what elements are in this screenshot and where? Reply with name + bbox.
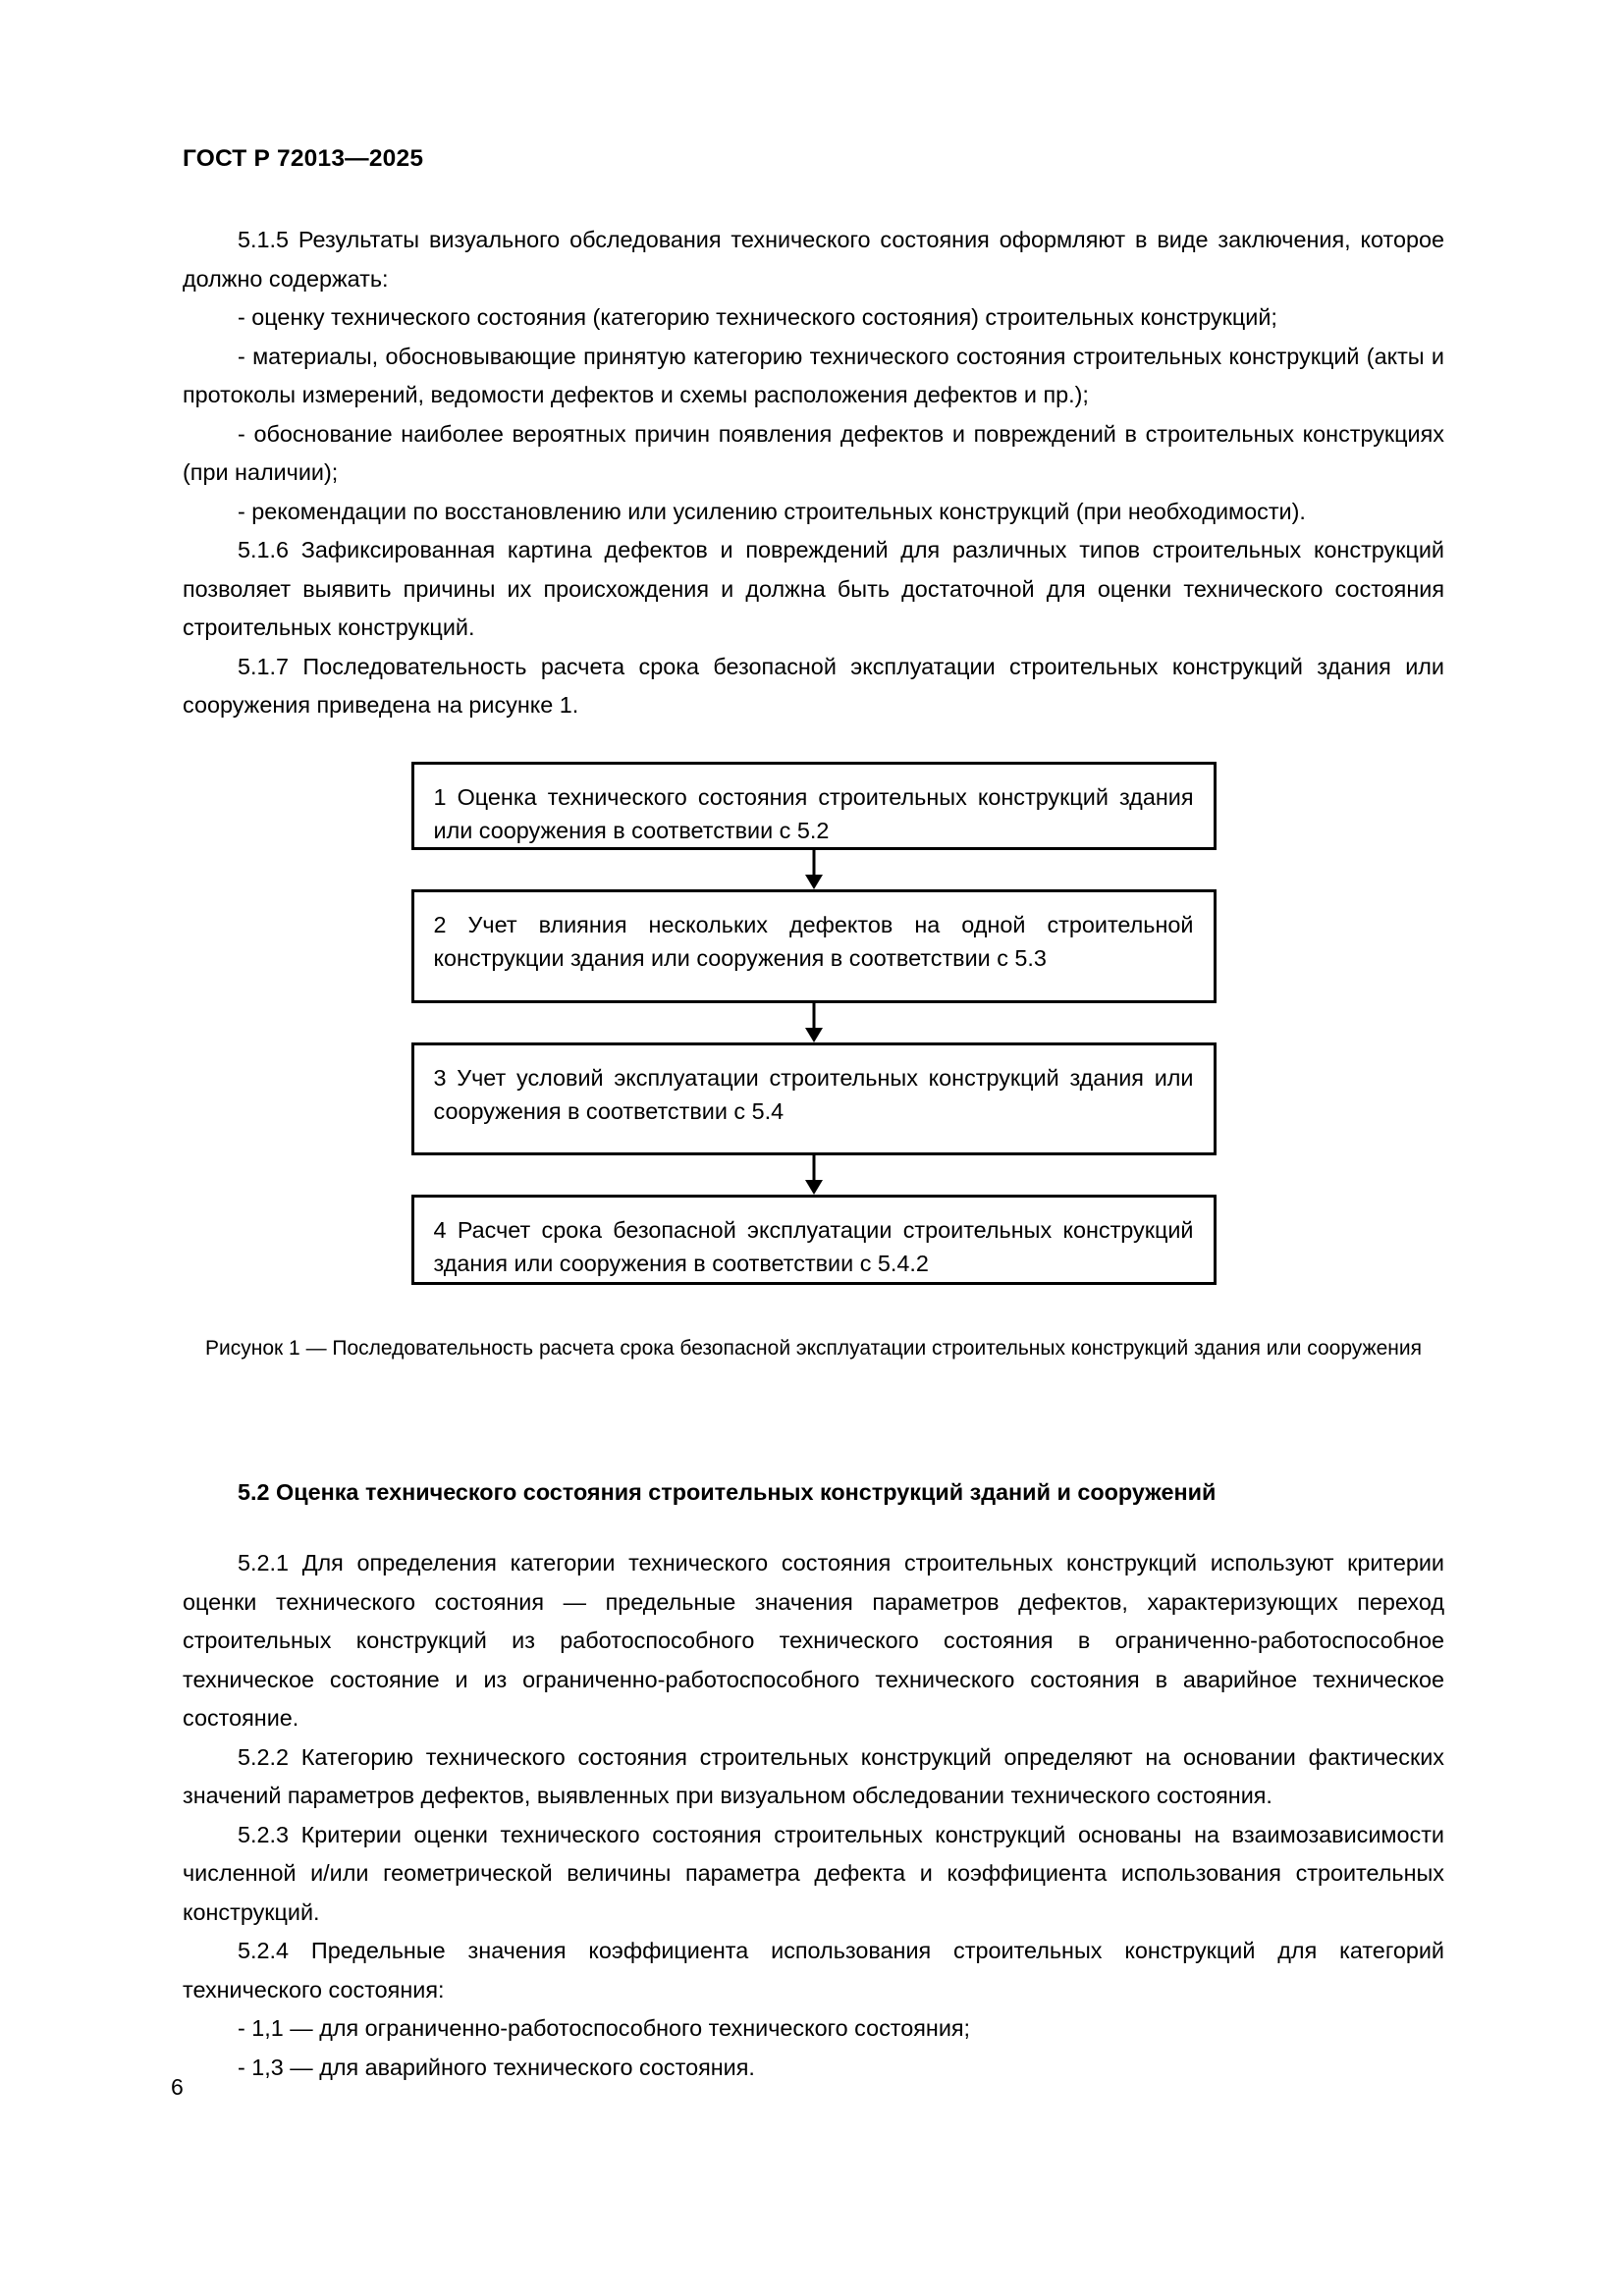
flow-arrow-3-4	[411, 1155, 1217, 1195]
paragraph-5-2-3: 5.2.3 Критерии оценки технического состояния строительных конструкций основаны на взаимозависимости численной и/или геометрической величины параметра дефекта и коэффициента использования строительных конструкций.	[183, 1821, 1444, 1925]
arrow-head-icon	[805, 875, 823, 889]
paragraph-5-1-7: 5.1.7 Последовательность расчета срока безопасной эксплуатации строительных конструкций здания или сооружения приведена на рисунке 1.	[183, 653, 1444, 718]
paragraph-5-2-4: 5.2.4 Предельные значения коэффициента использования строительных конструкций для категорий технического состояния:	[183, 1938, 1444, 2002]
body-text-lower	[183, 1544, 1444, 2087]
paragraph-5-1-5: 5.1.5 Результаты визуального обследования технического состояния оформляют в виде заключения, которое должно содержать:	[183, 227, 1444, 292]
arrow-head-icon	[805, 1180, 823, 1195]
bullet-5-1-5-2: - материалы, обосновывающие принятую категорию технического состояния строительных конструкций (акты и протоколы измерений, ведомости дефектов и схемы расположения дефектов и пр.);	[183, 343, 1444, 407]
bullet-5-1-5-3: - обоснование наиболее вероятных причин появления дефектов и повреждений в строительных конструкциях (при наличии);	[183, 420, 1444, 485]
flowchart-box-4	[411, 1195, 1217, 1285]
flow-arrow-1-2	[411, 850, 1217, 889]
standard-number-header: ГОСТ Р 72013—2025	[183, 145, 424, 172]
section-heading-5-2: 5.2 Оценка технического состояния строительных конструкций зданий и сооружений	[238, 1479, 1217, 1505]
flowchart-box-2	[411, 889, 1217, 1003]
figure-1-caption: Рисунок 1 — Последовательность расчета срока безопасной эксплуатации строительных конструкций здания или сооружения	[205, 1337, 1422, 1360]
bullet-5-2-4-2: - 1,3 — для аварийного технического состояния.	[238, 2054, 755, 2080]
paragraph-5-2-2: 5.2.2 Категорию технического состояния строительных конструкций определяют на основании фактических значений параметров дефектов, выявленных при визуальном обследовании технического состояния.	[183, 1743, 1444, 1808]
flowchart-box-1	[411, 762, 1217, 850]
arrow-line	[812, 850, 815, 877]
flowchart-box-1-text: 1 Оценка технического состояния строительных конструкций здания или сооружения в соответствии с 5.2	[433, 784, 1194, 843]
bullet-5-1-5-4: - рекомендации по восстановлению или усилению строительных конструкций (при необходимости).	[238, 498, 1306, 524]
bullet-5-2-4-1: - 1,1 — для ограниченно-работоспособного технического состояния;	[238, 2015, 971, 2041]
flow-arrow-2-3	[411, 1003, 1217, 1042]
arrow-head-icon	[805, 1028, 823, 1042]
flowchart-box-3	[411, 1042, 1217, 1155]
page-number: 6	[171, 2074, 184, 2100]
figure-1	[183, 762, 1444, 1364]
flowchart-box-2-text: 2 Учет влияния нескольких дефектов на одной строительной конструкции здания или сооружения в соответствии с 5.3	[433, 912, 1194, 971]
flowchart	[411, 762, 1217, 1285]
bullet-5-1-5-1: - оценку технического состояния (категорию технического состояния) строительных конструкций;	[238, 304, 1277, 330]
flowchart-box-3-text: 3 Учет условий эксплуатации строительных конструкций здания или сооружения в соответствии с 5.4	[433, 1065, 1194, 1124]
flowchart-box-4-text: 4 Расчет срока безопасной эксплуатации строительных конструкций здания или сооружения в соответствии с 5.4.2	[433, 1217, 1194, 1276]
body-text-upper	[183, 221, 1444, 725]
arrow-line	[812, 1155, 815, 1182]
paragraph-5-2-1: 5.2.1 Для определения категории технического состояния строительных конструкций используют критерии оценки технического состояния — предельные значения параметров дефектов, характеризующих переход строительных конструкций из работоспособного технического состояния в ограниченно-работоспособное техническое состояние и из ограниченно-работоспособного технического состояния в аварийное техническое состояние.	[183, 1550, 1444, 1731]
arrow-line	[812, 1003, 815, 1030]
paragraph-5-1-6: 5.1.6 Зафиксированная картина дефектов и повреждений для различных типов строительных конструкций позволяет выявить причины их происхождения и должна быть достаточной для оценки технического состояния строительных конструкций.	[183, 537, 1444, 640]
